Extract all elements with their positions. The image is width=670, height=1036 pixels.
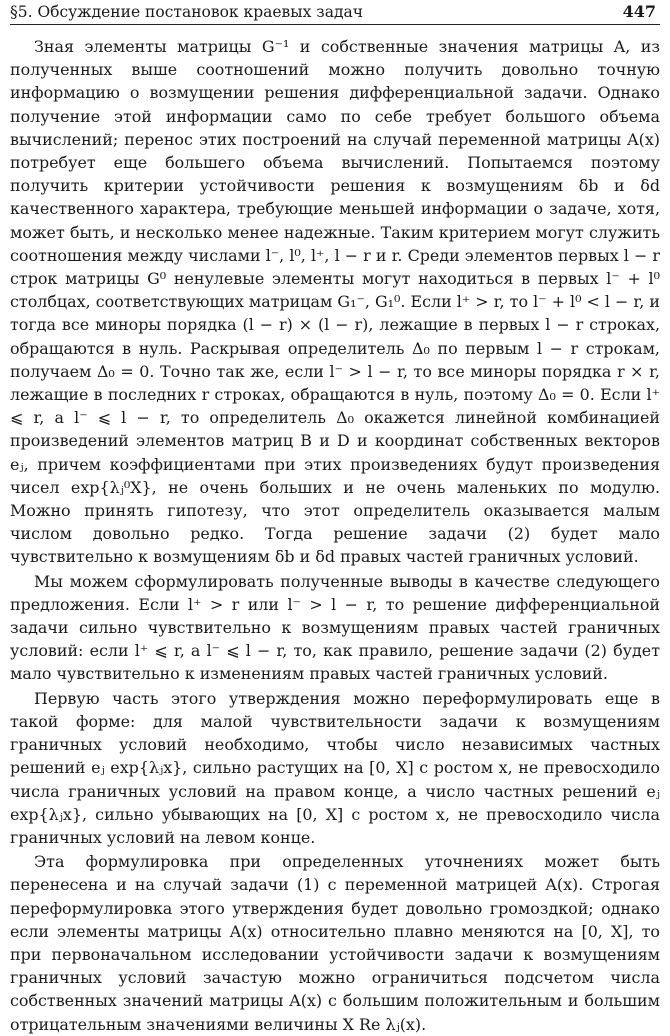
- paragraph-3: Первую часть этого утверждения можно переформулировать еще в такой форме: для малой чувствительности задачи к возмущениям граничных условий необходимо, чтобы число независимых частных решений eⱼ exp{λⱼx}, сильно растущих на [0, X] с ростом x, не превосходило числа граничных условий на правом конце, а число частных решений eⱼ exp{λⱼx}, сильно убывающих на [0, X] с ростом x, не превосходило числа граничных условий на левом конце.: [10, 688, 660, 847]
- paragraph-4: Эта формулировка при определенных уточнениях может быть перенесена и на случай задачи (1) с переменной матрицей A(x). Строгая переформулировка этого утверждения будет довольно громоздкой; однако если элементы матрицы A(x) относительно плавно меняются на [0, X], то при первоначальном исследовании устойчивости задачи к возмущениям граничных условий зачастую можно ограничиться подсчетом числа собственных значений матрицы A(x) с большим положительным и большим отрицательным значениями величины X Re λⱼ(x).: [10, 852, 660, 1034]
- section-title: §5. Обсуждение постановок краевых задач: [10, 3, 364, 21]
- paragraph-1: Зная элементы матрицы G⁻¹ и собственные значения матрицы A, из полученных выше соотношений можно получить довольно точную информацию о возмущении решения дифференциальной задачи. Однако получение этой информации само по себе требует большого объема вычислений; перенос этих построений на случай переменной матрицы A(x) потребует еще большего объема вычислений. Попытаемся поэтому получить критерии устойчивости решения к возмущениям δb и δd качественного характера, требующие меньшей информации о задаче, хотя, может быть, и несколько менее надежные. Таким критерием могут служить соотношения между числами l⁻, l⁰, l⁺, l − r и r. Среди элементов первых l − r строк матрицы G⁰ ненулевые элементы могут находиться в первых l⁻ + l⁰ столбцах, соответствующих матрицам G₁⁻, G₁⁰. Если l⁺ > r, то l⁻ + l⁰ < l − r, и тогда все миноры порядка (l − r) × (l − r), лежащие в первых l − r строках, обращаются в нуль. Раскрывая определитель Δ₀ по первым l − r строкам, получаем Δ₀ = 0. Точно так же, если l⁻ > l − r, то все миноры порядка r × r, лежащие в последних r строках, обращаются в нуль, поэтому Δ₀ = 0. Если l⁺ ⩽ r, а l⁻ ⩽ l − r, то определитель Δ₀ окажется линейной комбинацией произведений элементов матриц B и D и координат собственных векторов eⱼ, причем коэффициентами при этих произведениях будут произведения чисел exp{λⱼ⁰X}, не очень больших и не очень маленьких по модулю. Можно принять гипотезу, что этот определитель оказывается малым числом довольно редко. Тогда решение задачи (2) будет мало чувствительно к возмущениям δb и δd правых частей граничных условий.: [10, 37, 660, 567]
- page-number: 447: [622, 2, 656, 21]
- paragraph-2: Мы можем сформулировать полученные выводы в качестве следующего предложения. Если l⁺ > r или l⁻ > l − r, то решение дифференциальной задачи сильно чувствительно к возмущениям правых частей граничных условий: если l⁺ ⩽ r, а l⁻ ⩽ l − r, то, как правило, решение задачи (2) будет мало чувствительно к изменениям правых частей граничных условий.: [10, 571, 660, 684]
- running-header: [10, 0, 660, 25]
